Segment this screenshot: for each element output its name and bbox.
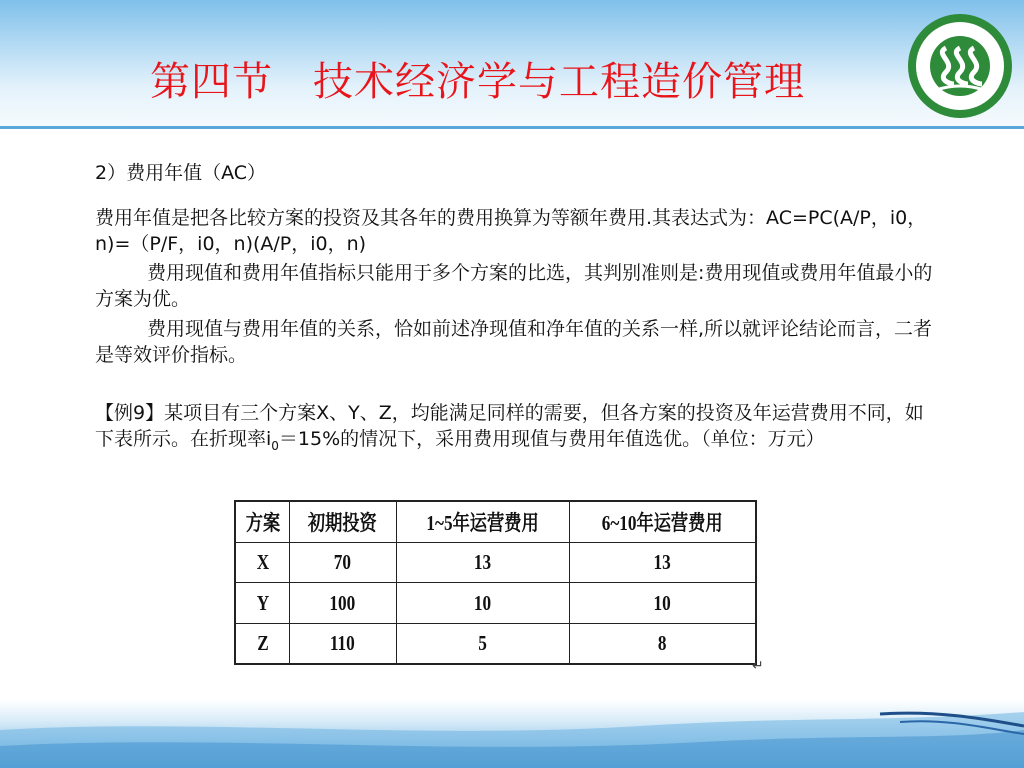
- paragraph-criterion: 费用现值和费用年值指标只能用于多个方案的比选，其判别准则是:费用现值或费用年值最小的方案为优。: [95, 262, 933, 310]
- table-cell: 13: [412, 543, 554, 583]
- table-cell: Y: [240, 583, 284, 623]
- section-heading: 2）费用年值（AC）: [95, 162, 267, 184]
- paragraph-relation: 费用现值与费用年值的关系，恰如前述净现值和净年值的关系一样,所以就评论结论而言，二者是等效评价指标。: [95, 318, 933, 366]
- table-cell: 13: [586, 543, 739, 583]
- university-logo: [906, 10, 1014, 122]
- section-title: 技术经济学与工程造价管理: [313, 59, 805, 105]
- table-cell: X: [240, 543, 284, 583]
- paragraph-example: [95, 400, 935, 459]
- plan-table: [234, 500, 757, 665]
- table-cell: 8: [586, 623, 739, 663]
- paragraph-definition: 费用年值是把各比较方案的投资及其各年的费用换算为等额年费用.其表达式为：AC=PC(A/P，i0，n)=（P/F，i0，n)(A/P，i0，n): [95, 207, 927, 255]
- header-cell-plan: 方案: [240, 502, 284, 543]
- table-row: [236, 623, 756, 663]
- table-cell: 10: [586, 583, 739, 623]
- example-text-a: 【例9】某项目有三个方案X、Y、Z，均能满足同样的需要，但各方案的投资及年运营费用不同，如下表所示。在折现率i: [95, 402, 924, 450]
- table-cell: 10: [412, 583, 554, 623]
- footer-wave-decoration: [0, 700, 1024, 768]
- table-cell: 110: [299, 623, 386, 663]
- table-cell: 70: [299, 543, 386, 583]
- table-cell: 5: [412, 623, 554, 663]
- example-subscript: 0: [271, 438, 279, 453]
- table-row: [236, 583, 756, 623]
- table-cell: 100: [299, 583, 386, 623]
- header-cell-investment: 初期投资: [299, 502, 386, 543]
- header-cell-cost-1-5: 1~5年运营费用: [412, 502, 554, 543]
- table-row: [236, 543, 756, 583]
- table-header-row: [236, 502, 756, 543]
- slide-title: [150, 50, 805, 107]
- table-cell: Z: [240, 623, 284, 663]
- section-number: 第四节: [150, 59, 273, 105]
- header-rule: [0, 126, 1024, 129]
- example-text-b: ＝15%的情况下，采用费用现值与费用年值选优。（单位：万元）: [278, 428, 825, 450]
- header-cell-cost-6-10: 6~10年运营费用: [586, 502, 739, 543]
- paragraph-mark-icon: ↵: [752, 658, 764, 674]
